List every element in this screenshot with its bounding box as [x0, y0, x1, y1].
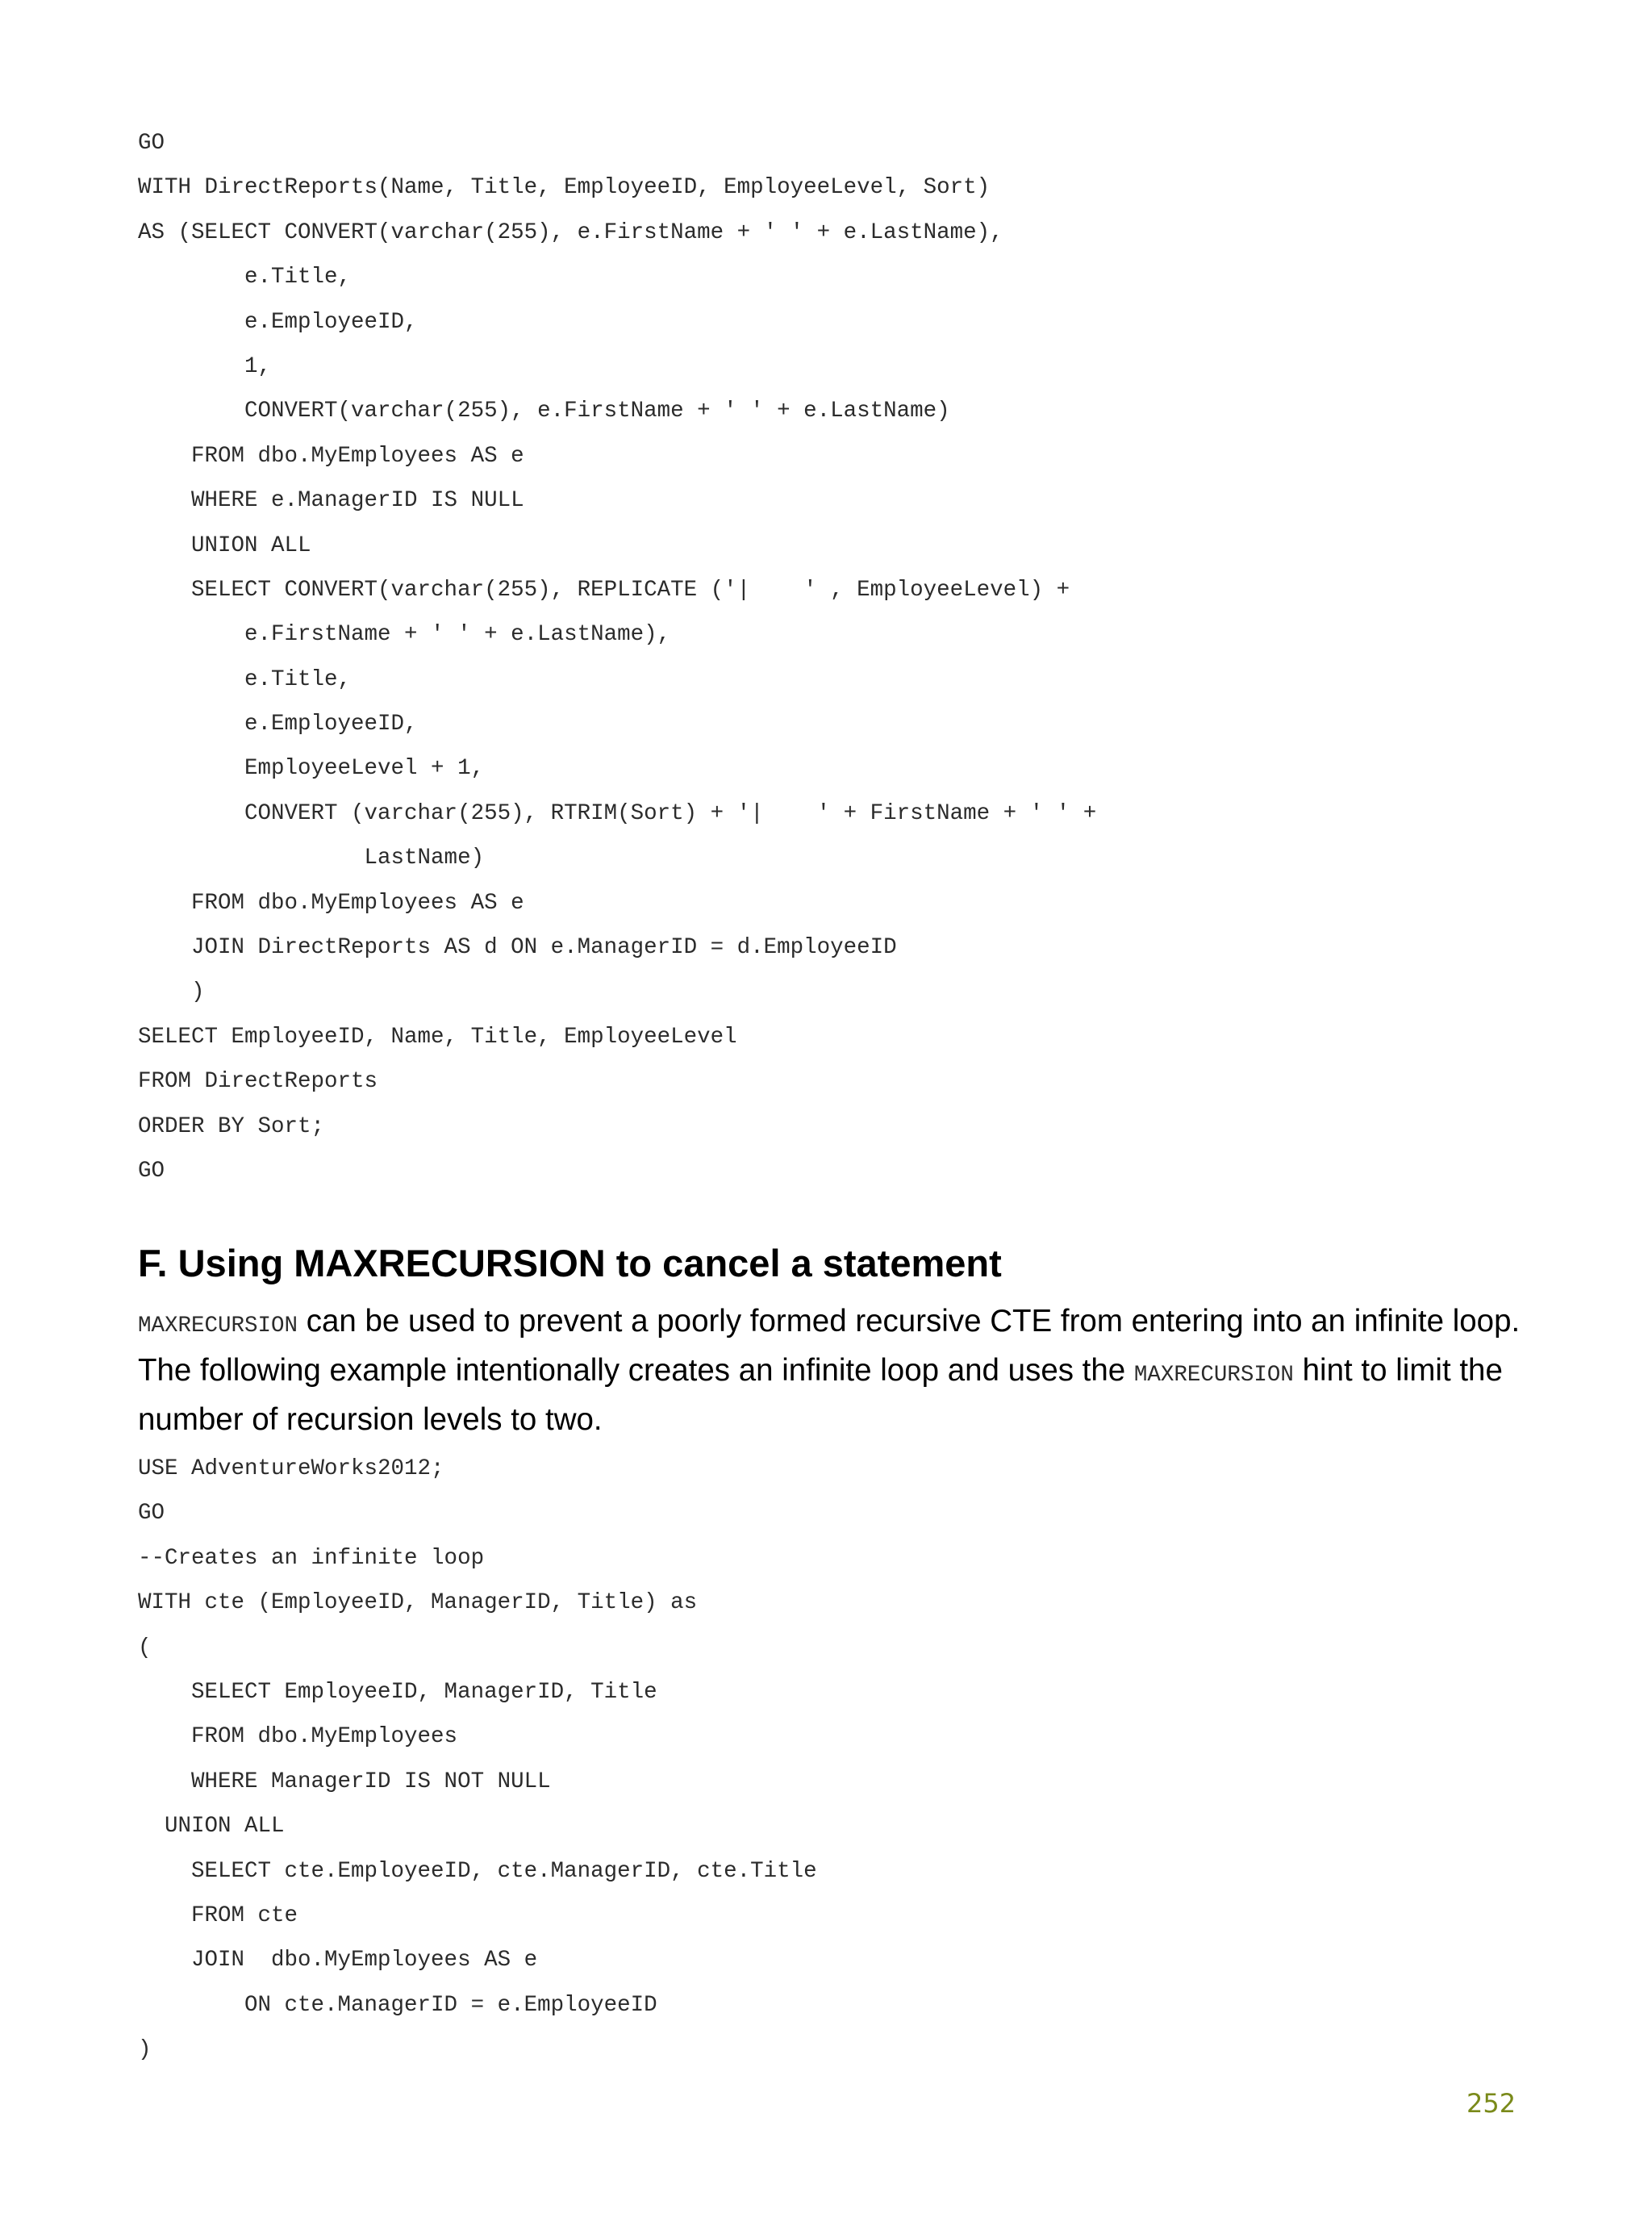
code-line: )	[138, 2037, 152, 2063]
code-line: FROM dbo.MyEmployees AS e	[138, 443, 524, 469]
code-line: USE AdventureWorks2012;	[138, 1456, 444, 1481]
code-line: (	[138, 1635, 152, 1660]
paragraph-text: hint to limit the number of recursion levels to two.	[138, 1353, 1503, 1437]
code-line: e.Title,	[138, 666, 352, 692]
code-line: e.EmployeeID,	[138, 309, 418, 335]
paragraph-text: can be used to prevent a poorly formed recursive CTE from entering into an infinite loop. The following example intentionally creates an infinite loop and uses the	[138, 1304, 1521, 1388]
code-line: ORDER BY Sort;	[138, 1113, 325, 1139]
code-line: SELECT cte.EmployeeID, cte.ManagerID, cte.Title	[138, 1858, 817, 1884]
code-line: FROM cte	[138, 1902, 298, 1928]
code-line: FROM DirectReports	[138, 1069, 378, 1095]
code-line: CONVERT(varchar(255), e.FirstName + ' ' + e.LastName)	[138, 399, 950, 424]
code-line: GO	[138, 1158, 165, 1184]
code-line: LastName)	[138, 846, 485, 871]
code-line: FROM dbo.MyEmployees	[138, 1724, 458, 1750]
inline-code: MAXRECURSION	[1133, 1363, 1294, 1388]
code-line: JOIN dbo.MyEmployees AS e	[138, 1948, 538, 1973]
code-line: SELECT EmployeeID, ManagerID, Title	[138, 1679, 657, 1705]
inline-code: MAXRECURSION	[138, 1313, 298, 1339]
code-line: EmployeeLevel + 1,	[138, 756, 485, 782]
code-line: FROM dbo.MyEmployees AS e	[138, 890, 524, 916]
code-line: e.Title,	[138, 265, 352, 290]
code-line: WHERE ManagerID IS NOT NULL	[138, 1769, 551, 1794]
code-line: GO	[138, 131, 165, 156]
code-line: SELECT CONVERT(varchar(255), REPLICATE ('| ' , EmployeeLevel) +	[138, 577, 1070, 603]
section-heading: F. Using MAXRECURSION to cancel a statement	[138, 1242, 1002, 1284]
code-block-infinite-loop	[138, 1447, 817, 2072]
page-number: 252	[1466, 2088, 1516, 2119]
code-line: SELECT EmployeeID, Name, Title, EmployeeLevel	[138, 1024, 737, 1050]
code-line: UNION ALL	[138, 1814, 285, 1840]
code-line: JOIN DirectReports AS d ON e.ManagerID = d.EmployeeID	[138, 935, 897, 961]
code-line: 1,	[138, 353, 272, 379]
code-line: WITH cte (EmployeeID, ManagerID, Title) as	[138, 1590, 698, 1616]
code-line: WHERE e.ManagerID IS NULL	[138, 488, 524, 514]
code-line: GO	[138, 1501, 165, 1526]
section-paragraph	[138, 1299, 1525, 1442]
code-line: e.FirstName + ' ' + e.LastName),	[138, 622, 671, 648]
code-line: AS (SELECT CONVERT(varchar(255), e.FirstName + ' ' + e.LastName),	[138, 219, 1003, 245]
code-line: )	[138, 979, 205, 1005]
code-line: ON cte.ManagerID = e.EmployeeID	[138, 1992, 657, 2018]
code-line: --Creates an infinite loop	[138, 1545, 485, 1571]
code-line: e.EmployeeID,	[138, 712, 418, 737]
code-line: UNION ALL	[138, 532, 311, 558]
code-block-recursive-cte	[138, 121, 1096, 1193]
code-line: CONVERT (varchar(255), RTRIM(Sort) + '| ' + FirstName + ' ' +	[138, 800, 1097, 826]
code-line: WITH DirectReports(Name, Title, EmployeeID, EmployeeLevel, Sort)	[138, 175, 991, 201]
